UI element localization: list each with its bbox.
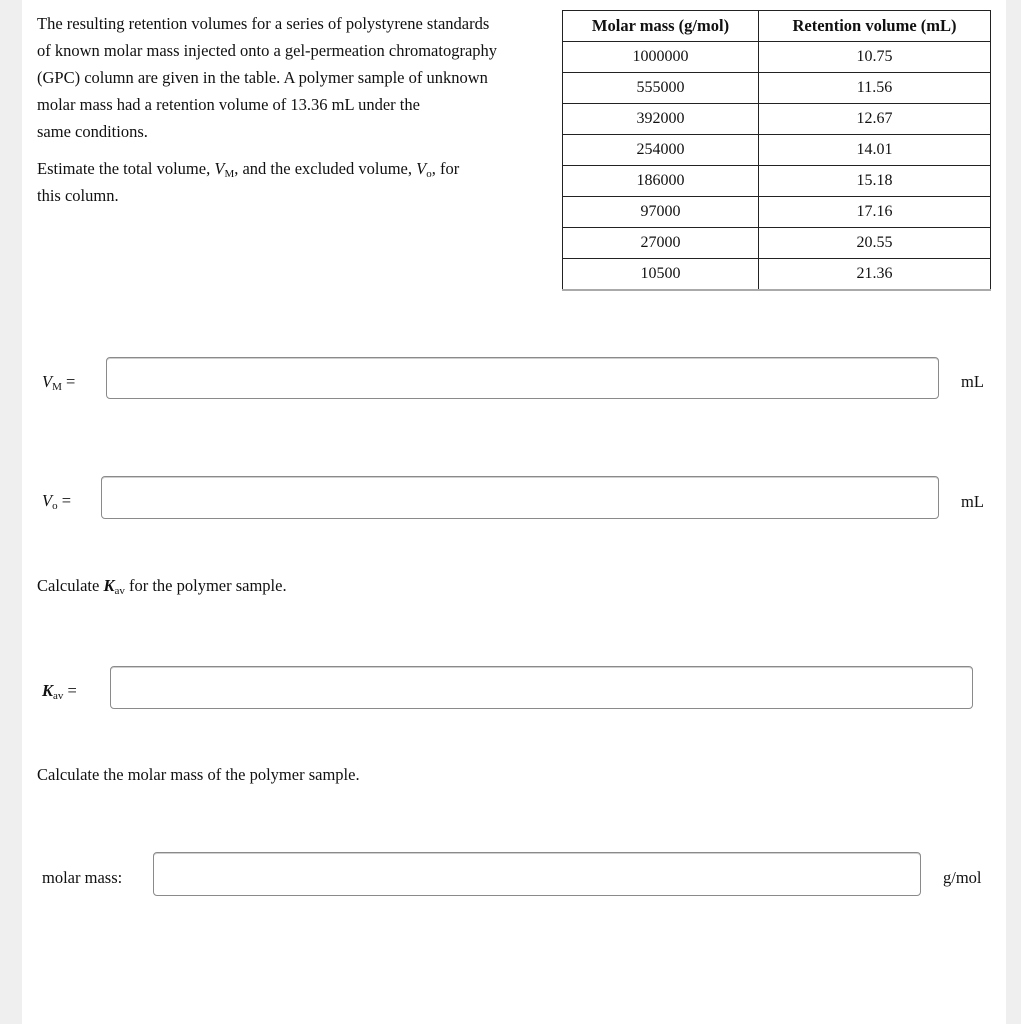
molar-mass-cell: 186000 xyxy=(563,166,759,197)
question-text: Calculate xyxy=(37,576,104,595)
molar-mass-cell: 254000 xyxy=(563,135,759,166)
question-molar-mass: Calculate the molar mass of the polymer sample. xyxy=(37,765,360,784)
vo-input[interactable] xyxy=(101,476,939,519)
table-row xyxy=(563,197,991,228)
vm-input[interactable] xyxy=(106,357,939,399)
kav-subscript: av xyxy=(114,585,125,597)
intro-line: The resulting retention volumes for a series of polystyrene standards xyxy=(37,14,490,33)
table-row xyxy=(563,73,991,104)
standards-table xyxy=(562,10,991,291)
vo-symbol: V xyxy=(416,159,427,178)
vm-symbol: V xyxy=(214,159,225,178)
molar-mass-cell: 97000 xyxy=(563,197,759,228)
molar-mass-cell: 392000 xyxy=(563,104,759,135)
table-row xyxy=(563,135,991,166)
molar-mass-label: molar mass: xyxy=(42,868,123,887)
header-retention-volume: Retention volume (mL) xyxy=(759,11,991,42)
question-kav xyxy=(37,576,287,596)
molar-mass-cell: 27000 xyxy=(563,228,759,259)
kav-symbol: K xyxy=(42,681,54,700)
question-text: this column. xyxy=(37,186,119,205)
vo-label xyxy=(42,491,71,511)
equals-sign: = xyxy=(67,681,77,700)
vo-subscript: o xyxy=(52,500,58,512)
vm-symbol: V xyxy=(42,372,53,391)
vo-unit: mL xyxy=(961,492,984,511)
retention-volume-cell: 12.67 xyxy=(759,104,991,135)
intro-line: molar mass had a retention volume of 13.36 mL under the xyxy=(37,95,420,114)
molar-mass-cell: 555000 xyxy=(563,73,759,104)
retention-volume-cell: 15.18 xyxy=(759,166,991,197)
intro-paragraph xyxy=(37,10,557,145)
header-molar-mass: Molar mass (g/mol) xyxy=(563,11,759,42)
vo-symbol: V xyxy=(42,491,53,510)
table-header-row xyxy=(563,11,991,42)
molar-mass-cell: 1000000 xyxy=(563,42,759,73)
question-text: , for xyxy=(431,159,460,178)
question-volumes xyxy=(37,155,557,209)
table-row xyxy=(563,42,991,73)
retention-volume-cell: 21.36 xyxy=(759,259,991,291)
question-text: Estimate the total volume, xyxy=(37,159,215,178)
kav-label xyxy=(42,681,77,701)
question-text: for the polymer sample. xyxy=(124,576,287,595)
retention-volume-cell: 11.56 xyxy=(759,73,991,104)
molar-mass-cell: 10500 xyxy=(563,259,759,291)
equals-sign: = xyxy=(61,491,72,510)
vm-subscript: M xyxy=(224,168,235,180)
retention-volume-cell: 17.16 xyxy=(759,197,991,228)
table-row xyxy=(563,259,991,291)
kav-input[interactable] xyxy=(110,666,973,709)
vm-subscript: M xyxy=(52,381,62,393)
vm-label xyxy=(42,372,75,392)
molar-mass-input[interactable] xyxy=(153,852,921,896)
intro-line: (GPC) column are given in the table. A polymer sample of unknown xyxy=(37,68,488,87)
kav-symbol: K xyxy=(103,576,115,595)
vm-unit: mL xyxy=(961,372,984,391)
table-row xyxy=(563,166,991,197)
intro-line: of known molar mass injected onto a gel-permeation chromatography xyxy=(37,41,498,60)
table-row xyxy=(563,228,991,259)
table-row xyxy=(563,104,991,135)
intro-line: same conditions. xyxy=(37,122,148,141)
vo-subscript: o xyxy=(426,168,432,180)
question-text: , and the excluded volume, xyxy=(234,159,417,178)
retention-volume-cell: 10.75 xyxy=(759,42,991,73)
equals-sign: = xyxy=(66,372,76,391)
problem-statement xyxy=(37,10,557,209)
molar-mass-unit: g/mol xyxy=(943,868,982,887)
retention-volume-cell: 14.01 xyxy=(759,135,991,166)
kav-subscript: av xyxy=(53,690,64,702)
retention-volume-cell: 20.55 xyxy=(759,228,991,259)
